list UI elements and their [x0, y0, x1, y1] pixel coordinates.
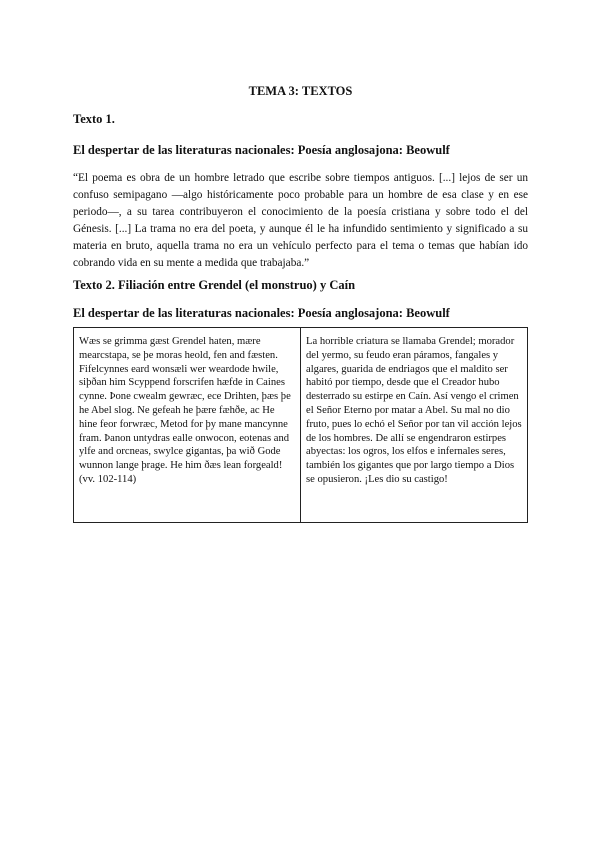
texto1-section-heading: El despertar de las literaturas nacionales: Poesía anglosajona: Beowulf [73, 143, 450, 157]
texto1-quote: “El poema es obra de un hombre letrado que escribe sobre tiempos antiguos. [...] lejos de ser un confuso semipagano —algo históricamente poco probable para un hombre de esa clase y en ese periodo—, a su tarea contribuyeron el conocimiento de la poesía cristiana y sobre todo el del Génesis. [...] La trama no era del poeta, y aunque él le ha infundido sentimiento y significado a su materia en bruto, aquella trama no era un vehículo perfecto para el tema o temas que habían ido cobrando vida en su mente a medida que trabajaba.” [73, 172, 528, 269]
texto1-heading: Texto 1. [73, 112, 115, 126]
bilingual-text-table [73, 327, 528, 523]
old-english-cell: Wæs se grimma gæst Grendel haten, mære mearcstapa, se þe moras heold, fen and fæsten. Fifelcynnes eard wonsæli wer weardode hwile, siþðan him Scyppend forscrifen hæfde in Caines cynne. Þone cwealm gewræc, ece Drihten, þæs þe he Abel slog. Ne gefeah he þære fæhðe, ac He hine feor forwræc, Metod for þy mane mancynne fram. Þanon untydras ealle onwocon, eotenas and ylfe and orcneas, swylce gigantas, þa wið Gode wunnon lange þrage. He him ðæs lean forgeald! (vv. 102-114) [74, 328, 301, 522]
texto2-heading: Texto 2. Filiación entre Grendel (el monstruo) y Caín [73, 278, 356, 292]
texto2-section-heading: El despertar de las literaturas nacionales: Poesía anglosajona: Beowulf [73, 306, 450, 320]
document-title: TEMA 3: TEXTOS [248, 84, 353, 98]
spanish-translation-cell: La horrible criatura se llamaba Grendel; morador del yermo, su feudo eran páramos, fangales y algares, guarida de endriagos que el maldito ser habitó por tiempo, desde que el Creador hubo desterrado su estirpe en Caín. Así vengo el crimen el Señor Eterno por matar a Abel. Su mal no dio fruto, pues lo echó el Señor por tan vil acción lejos de los hombres. De allí se engendraron estirpes abyectas: los ogros, los elfos e infernales seres, también los gigantes que por largo tiempo a Dios se opusieron. ¡Les dio su castigo! [306, 336, 522, 485]
